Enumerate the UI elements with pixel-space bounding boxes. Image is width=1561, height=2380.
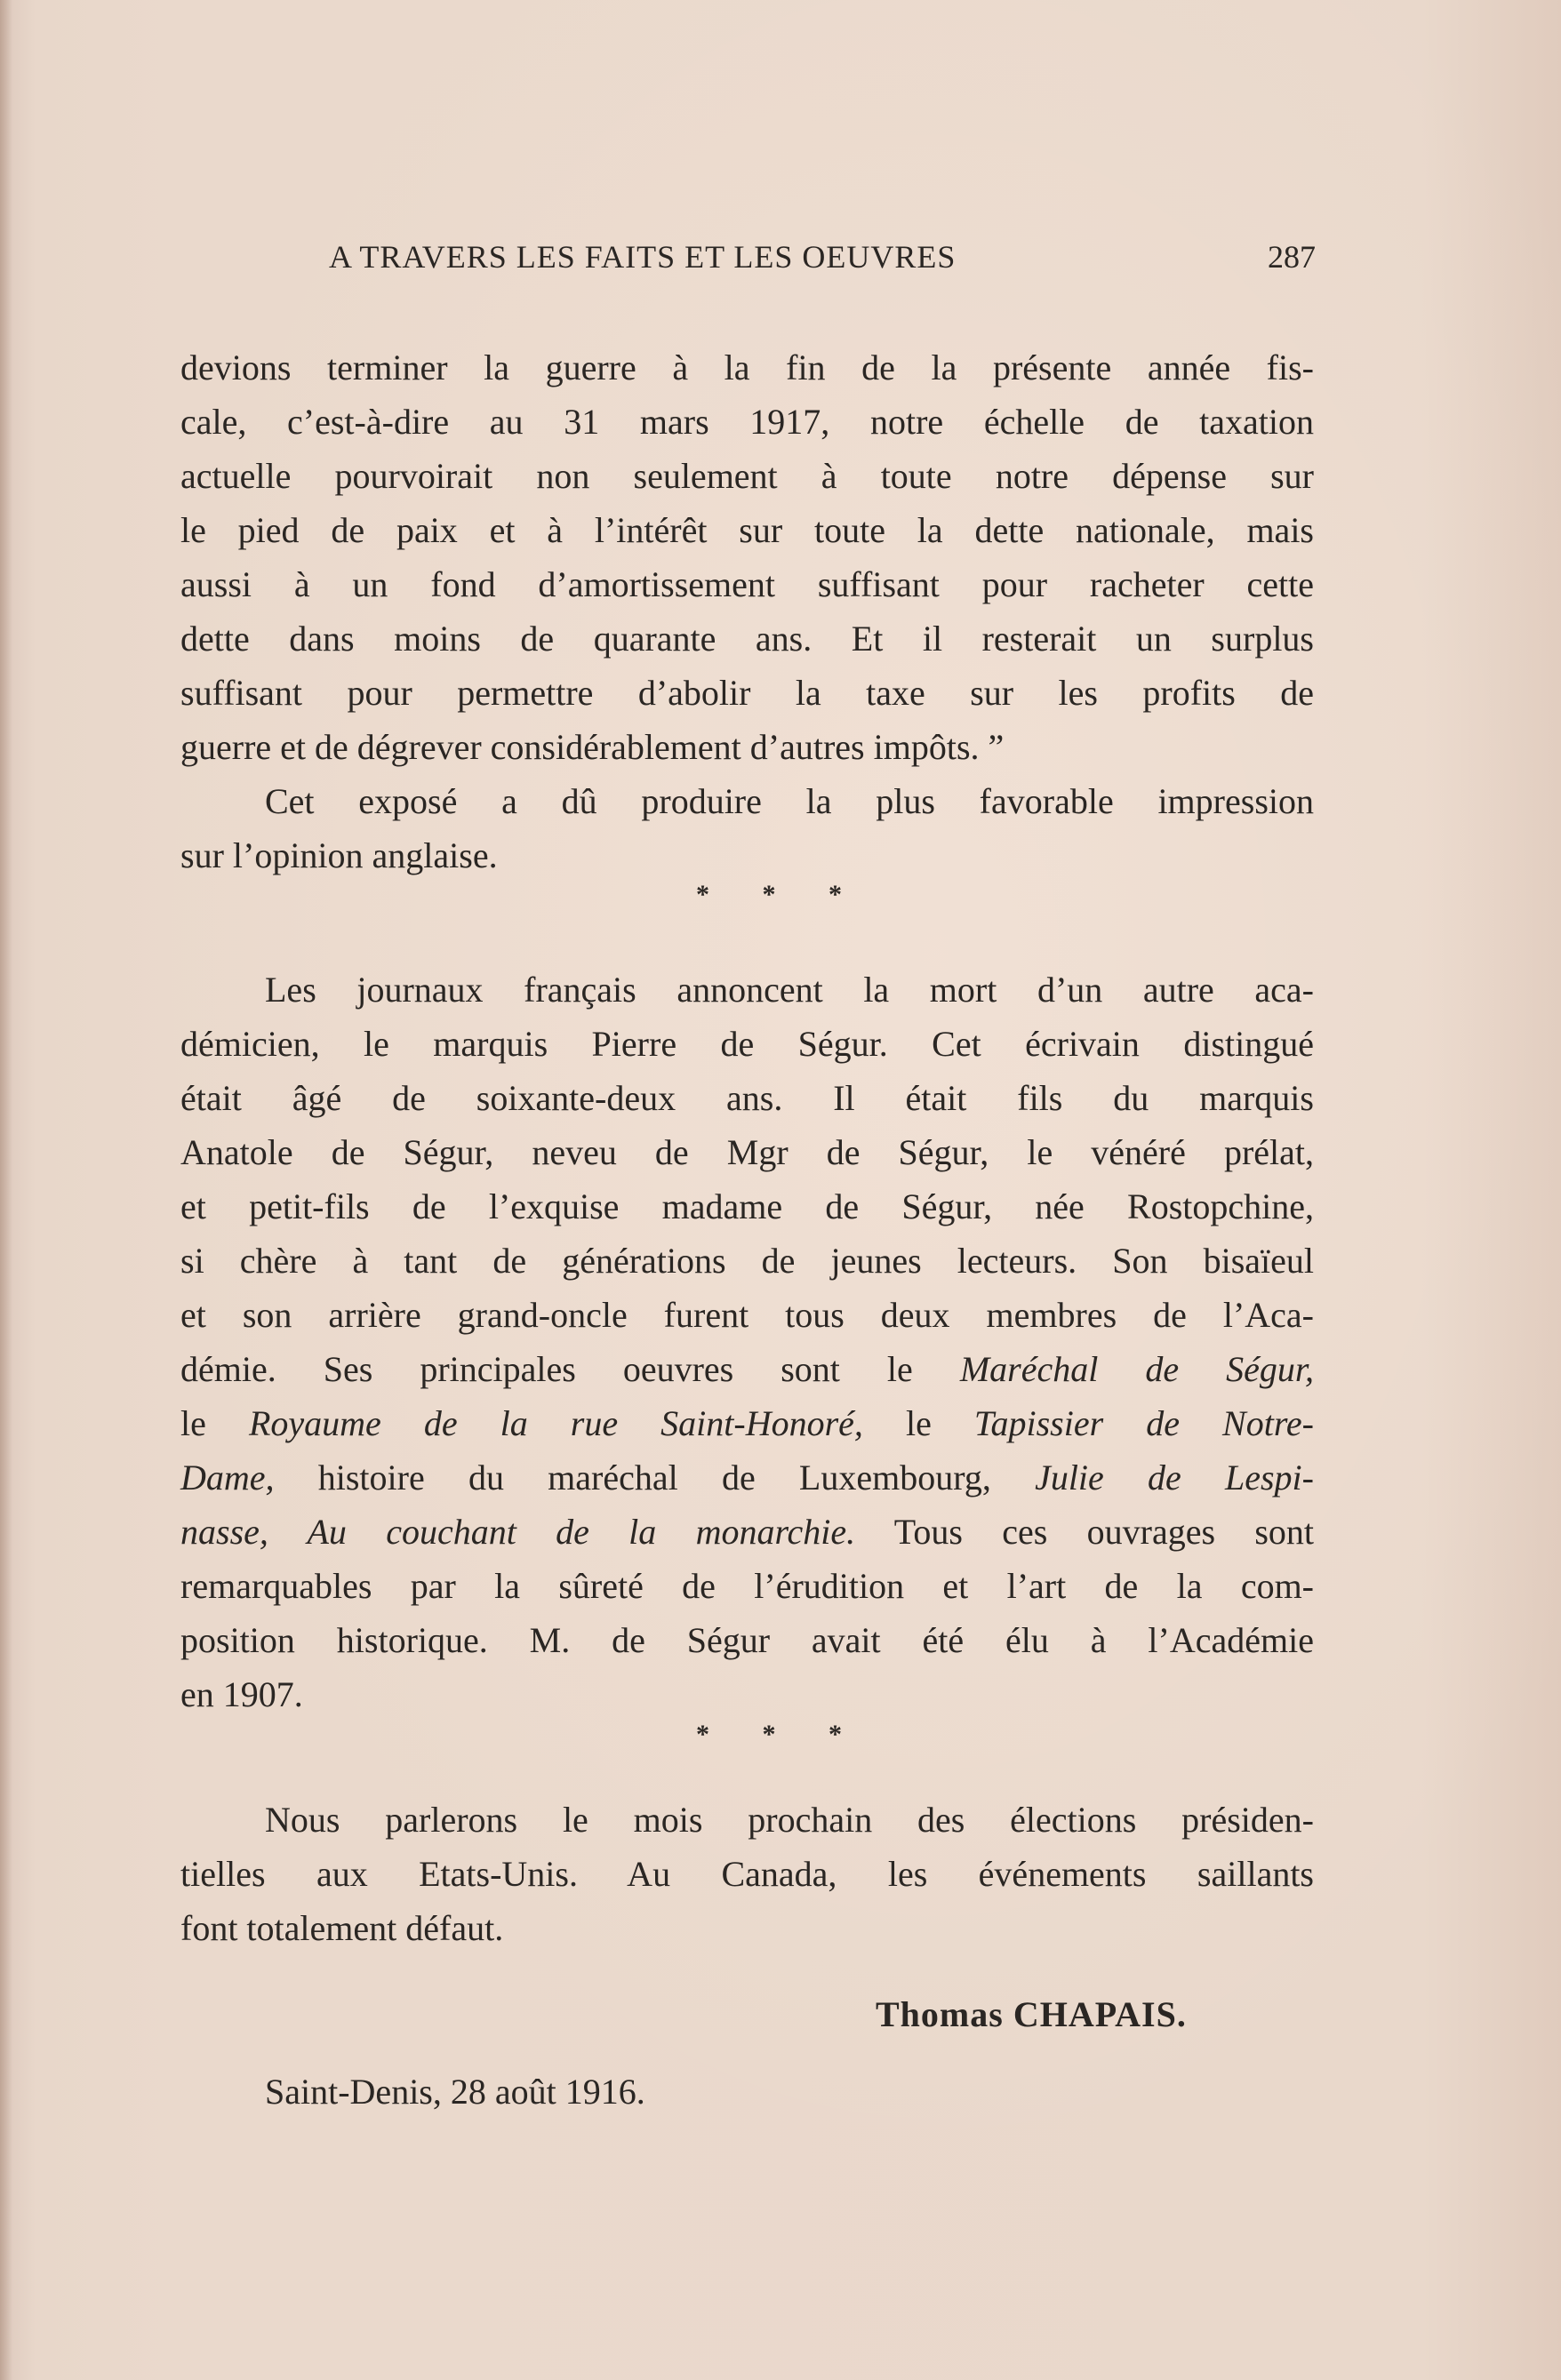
text-line: en 1907. — [180, 1674, 303, 1714]
text-run: démie. Ses principales oeuvres sont le — [180, 1349, 960, 1389]
text-line: dette dans moins de quarante ans. Et il resterait un surplus — [180, 619, 1314, 659]
section-separator: * * * — [696, 1720, 865, 1749]
text-line — [180, 1396, 1314, 1450]
dateline: Saint-Denis, 28 août 1916. — [265, 2072, 645, 2112]
text-line: guerre et de dégrever considérablement d’autres impôts. ” — [180, 727, 1005, 767]
running-title: A TRAVERS LES FAITS ET LES OEUVRES — [329, 239, 957, 275]
text-line: remarquables par la sûreté de l’érudition et l’art de la com- — [180, 1566, 1314, 1606]
work-title: Dame, — [180, 1458, 275, 1497]
text-line: était âgé de soixante-deux ans. Il était fils du marquis — [180, 1078, 1314, 1118]
text-line: devions terminer la guerre à la fin de la présente année fis- — [180, 347, 1314, 387]
text-line: aussi à un fond d’amortissement suffisant pour racheter cette — [180, 564, 1314, 604]
text-line: position historique. M. de Ségur avait été élu à l’Académie — [180, 1620, 1314, 1660]
text-run: histoire du maréchal de Luxembourg, — [274, 1458, 1036, 1497]
text-line: sur l’opinion anglaise. — [180, 835, 498, 875]
text-line: cale, c’est-à-dire au 31 mars 1917, notre échelle de taxation — [180, 402, 1314, 442]
work-title: Maréchal de Ségur, — [959, 1349, 1314, 1389]
text-run: Tous ces ouvrages sont — [855, 1512, 1314, 1552]
text-line — [180, 1450, 1314, 1505]
text-line: tielles aux Etats-Unis. Au Canada, les événements saillants — [180, 1854, 1314, 1894]
text-run: le — [862, 1403, 974, 1443]
author-signature: Thomas CHAPAIS. — [876, 1994, 1187, 2034]
page-gutter-shadow — [0, 0, 12, 2380]
text-line: Nous parlerons le mois prochain des élections présiden- — [265, 1800, 1314, 1840]
paragraph-segur-obituary — [180, 962, 1314, 1721]
text-run: le — [180, 1403, 249, 1443]
text-line: le pied de paix et à l’intérêt sur toute la dette nationale, mais — [180, 510, 1314, 550]
work-title: Royaume de la rue Saint-Honoré, — [248, 1403, 863, 1443]
text-line: si chère à tant de générations de jeunes lecteurs. Son bisaïeul — [180, 1241, 1314, 1281]
text-line — [180, 1505, 1314, 1559]
section-separator: * * * — [696, 880, 865, 909]
work-title: Tapissier de Notre- — [973, 1403, 1314, 1443]
text-line: Anatole de Ségur, neveu de Mgr de Ségur, le vénéré prélat, — [180, 1132, 1314, 1172]
paragraph-budget-quote — [180, 340, 1314, 883]
work-title: nasse, Au couchant de la monarchie. — [180, 1512, 856, 1552]
text-line: actuelle pourvoirait non seulement à toute notre dépense sur — [180, 456, 1314, 496]
page-number: 287 — [1268, 239, 1316, 275]
text-line: et petit-fils de l’exquise madame de Ségur, née Rostopchine, — [180, 1186, 1314, 1226]
text-line: démicien, le marquis Pierre de Ségur. Cet écrivain distingué — [180, 1024, 1314, 1064]
text-line: Cet exposé a dû produire la plus favorable impression — [265, 781, 1314, 821]
text-line — [180, 1342, 1314, 1396]
text-line: font totalement défaut. — [180, 1908, 504, 1948]
paragraph-elections — [180, 1793, 1314, 1955]
text-line: suffisant pour permettre d’abolir la taxe sur les profits de — [180, 673, 1314, 713]
work-title: Julie de Lespi- — [1035, 1458, 1314, 1497]
page-header — [178, 238, 1316, 283]
text-line: Les journaux français annoncent la mort d’un autre aca- — [265, 970, 1314, 1010]
text-line: et son arrière grand-oncle furent tous deux membres de l’Aca- — [180, 1295, 1314, 1335]
